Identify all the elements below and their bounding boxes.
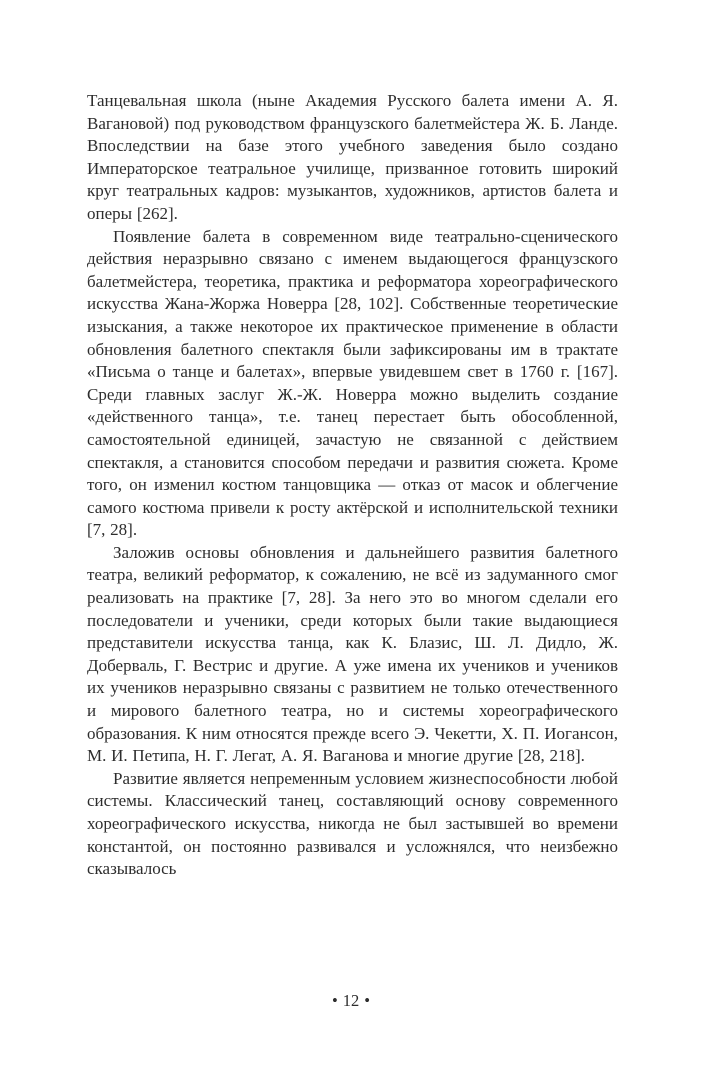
paragraph-successors: Заложив основы обновления и дальнейшего развития балетного театра, великий реформатор, к сожалению, не всё из задуманного смог реализовать на практике [7, 28]. За него это во многом сделали его последователи и ученики, среди которых были такие выдающиеся представители искусства танца, как К. Блазис, Ш. Л. Дидло, Ж. Доберваль, Г. Вестрис и другие. А уже имена их учеников и учеников их учеников неразрывно связаны с развитием не только отечественного и мирового балетного театра, но и системы хореографического образования. К ним относятся прежде всего Э. Чекетти, Х. П. Иогансон, М. И. Петипа, Н. Г. Легат, А. Я. Ваганова и многие другие [28, 218]. — [87, 542, 618, 766]
paragraph-noverre: Появление балета в современном виде театрально-сценического действия неразрывно связано с именем выдающегося французского балетмейстера, теоретика, практика и реформатора хореографического искусства Жана-Жоржа Новерра [28, 102]. Собственные теоретические изыскания, а также некоторое их практическое применение в области обновления балетного спектакля были зафиксированы им в трактате «Письма о танце и балетах», впервые увидевшем свет в 1760 г. [167]. Среди главных заслуг Ж.-Ж. Новерра можно выделить создание «действенного танца», т.е. танец перестает быть обособленной, самостоятельной единицей, зачастую не связанной с действием спектакля, а становится способом передачи и развития сюжета. Кроме того, он изменил костюм танцовщика — отказ от масок и облегчение самого костюма привели к росту актёрской и исполнительской техники [7, 28]. — [87, 226, 618, 540]
paragraph-development: Развитие является непременным условием жизнеспособности любой системы. Классический танец, составляющий основу современного хореографического искусства, никогда не был застывшей во времени константой, он постоянно развивался и усложнялся, что неизбежно сказывалось — [87, 768, 618, 879]
page-text-block — [87, 90, 618, 881]
footer-bullet-left: • — [331, 991, 338, 1010]
footer-page-number: 12 — [342, 991, 360, 1010]
paragraph-continuation: Танцевальная школа (ныне Академия Русского балета имени А. Я. Вагановой) под руководством французского балетмейстера Ж. Б. Ланде. Впоследствии на базе этого учебного заведения было создано Императорское театральное училище, призванное готовить широкий круг театральных кадров: музыкантов, художников, артистов балета и оперы [262]. — [87, 91, 618, 223]
footer-bullet-right: • — [364, 991, 371, 1010]
page-number-footer — [0, 991, 702, 1011]
